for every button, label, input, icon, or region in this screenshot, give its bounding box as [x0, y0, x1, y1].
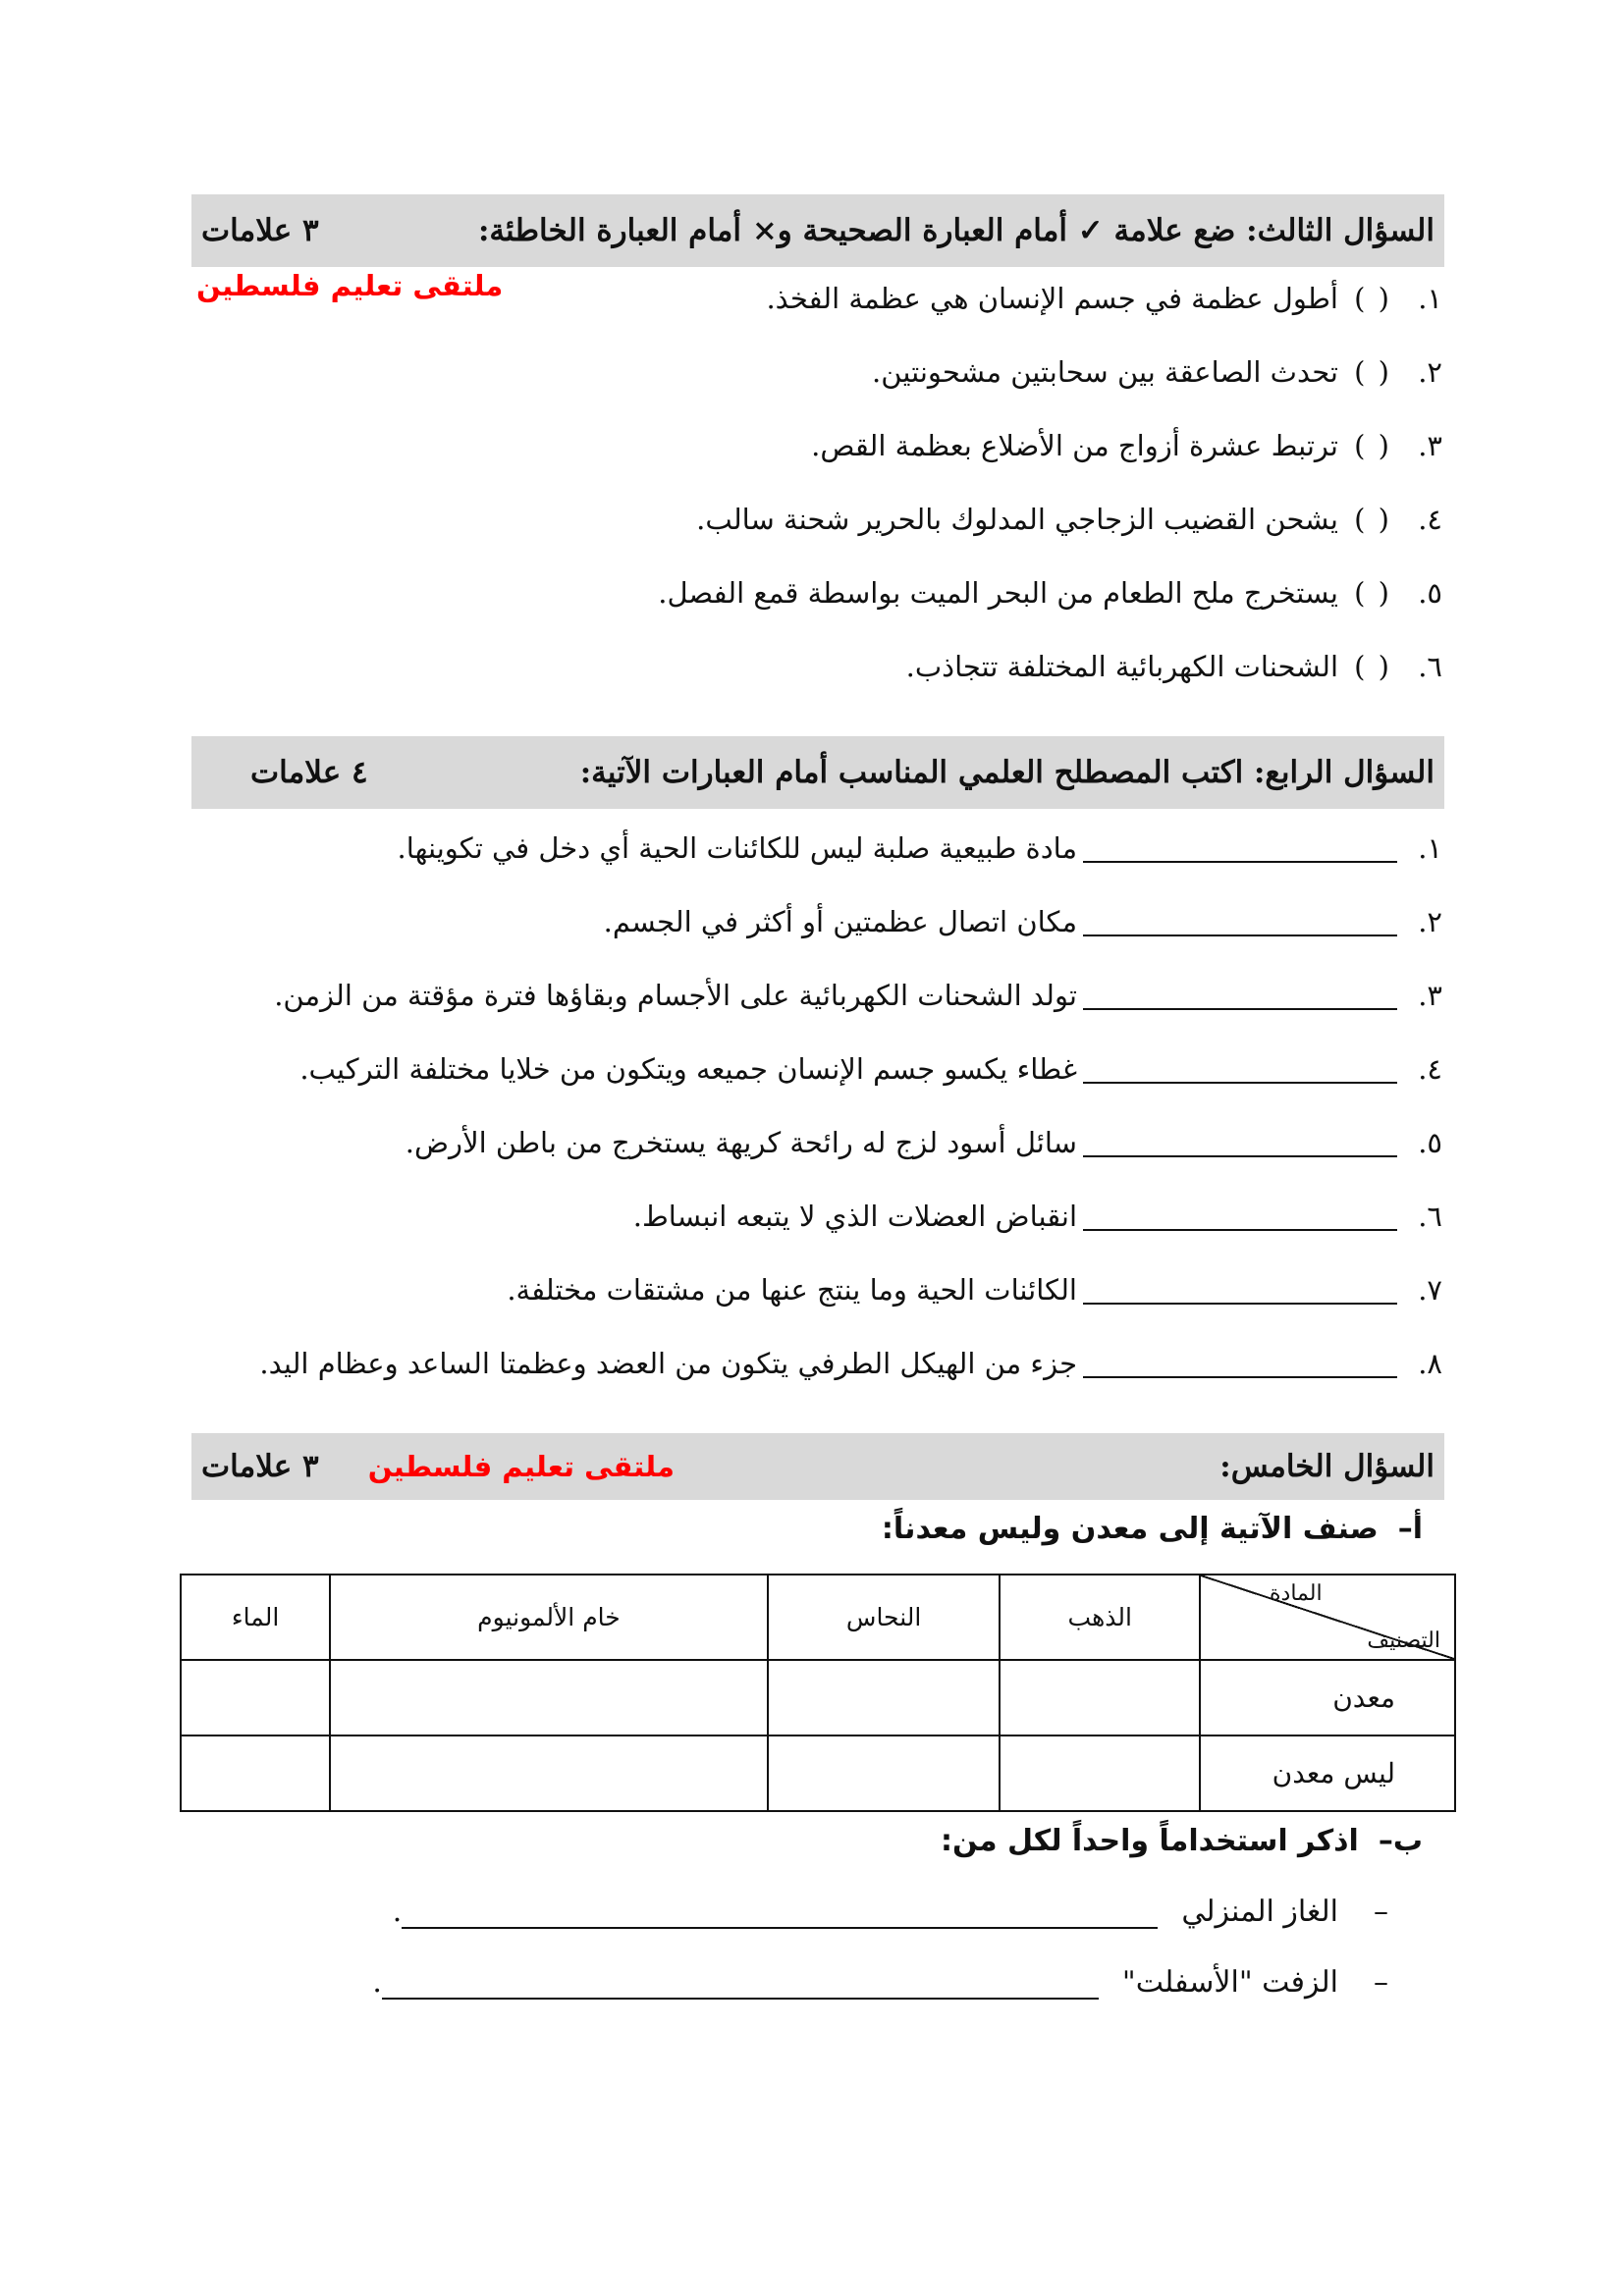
item-text: تحدث الصاعقة بين سحابتين مشحونتين. — [872, 355, 1338, 389]
answer-cell[interactable] — [181, 1660, 330, 1735]
table-row — [181, 1660, 1455, 1735]
item-number: ١. — [1418, 831, 1442, 865]
answer-blank[interactable] — [1083, 907, 1397, 936]
corner-cell — [1200, 1575, 1455, 1660]
item-number: ٣. — [1418, 429, 1442, 462]
item-label: الغاز المنزلي — [1181, 1895, 1338, 1929]
q3-item — [696, 495, 1442, 544]
item-text: أطول عظمة في جسم الإنسان هي عظمة الفخذ. — [766, 282, 1338, 315]
item-text: يستخرج ملح الطعام من البحر الميت بواسطة قمع الفصل. — [658, 576, 1338, 610]
q5-marks: ٣ علامات — [201, 1449, 319, 1484]
item-number: ٣. — [1418, 979, 1442, 1012]
q4-marks: ٤ علامات — [250, 755, 368, 790]
q5-header: السؤال الخامس: — [1219, 1449, 1435, 1484]
item-number: ٥. — [1418, 576, 1442, 610]
answer-blank[interactable] — [1083, 1054, 1397, 1084]
item-text: جزء من الهيكل الطرفي يتكون من العضد وعظمتا الساعد وعظام اليد. — [259, 1347, 1077, 1380]
table-row — [181, 1735, 1455, 1811]
item-number: ٦. — [1418, 650, 1442, 683]
part-b-letter: ب– — [1378, 1824, 1423, 1858]
q3-header: السؤال الثالث: ضع علامة ✓ أمام العبارة الصحيحة و× أمام العبارة الخاطئة: — [477, 213, 1435, 248]
line-end-period: . — [392, 1895, 403, 1929]
answer-blank[interactable] — [1083, 1201, 1397, 1231]
item-text: سائل أسود لزج له رائحة كريهة يستخرج من باطن الأرض. — [405, 1126, 1077, 1159]
corner-bottom-label: التصنيف — [1367, 1629, 1440, 1653]
part-b-item — [372, 1965, 1388, 2000]
q4-header: السؤال الرابع: اكتب المصطلح العلمي المناسب أمام العبارات الآتية: — [579, 755, 1435, 790]
answer-cell[interactable] — [330, 1660, 768, 1735]
item-text: انقباض العضلات الذي لا يتبعه انبساط. — [632, 1200, 1077, 1233]
answer-cell[interactable] — [768, 1660, 1001, 1735]
dash: – — [1374, 1895, 1388, 1929]
answer-blank[interactable] — [1083, 1128, 1397, 1157]
answer-cell[interactable] — [181, 1735, 330, 1811]
part-a-text: صنف الآتية إلى معدن وليس معدناً: — [881, 1512, 1379, 1546]
q4-header-band — [191, 736, 1444, 809]
item-number: ٢. — [1418, 905, 1442, 938]
q4-item — [398, 824, 1442, 873]
column-header: الذهب — [1000, 1575, 1200, 1660]
item-number: ٨. — [1418, 1347, 1442, 1380]
item-label: الزفت "الأسفلت" — [1121, 1965, 1338, 2000]
answer-parentheses[interactable]: ( ) — [1354, 576, 1391, 610]
answer-blank[interactable] — [1083, 1349, 1397, 1378]
item-text: ترتبط عشرة أزواج من الأضلاع بعظمة القص. — [811, 429, 1338, 462]
answer-parentheses[interactable]: ( ) — [1354, 429, 1391, 462]
q5-header-left — [201, 1449, 675, 1484]
answer-cell[interactable] — [1000, 1660, 1200, 1735]
item-number: ٤. — [1418, 503, 1442, 536]
answer-blank[interactable] — [1083, 981, 1397, 1010]
brand-watermark-2: ملتقى تعليم فلسطين — [367, 1450, 675, 1483]
item-number: ١. — [1418, 282, 1442, 315]
q3-item — [766, 274, 1442, 323]
q4-item — [633, 1192, 1442, 1241]
item-number: ٤. — [1418, 1052, 1442, 1086]
answer-line[interactable] — [402, 1899, 1158, 1929]
answer-parentheses[interactable]: ( ) — [1354, 282, 1391, 315]
item-text: غطاء يكسو جسم الإنسان جميعه ويتكون من خلايا مختلفة التركيب. — [299, 1052, 1077, 1086]
q3-item — [658, 568, 1442, 617]
q5-part-a — [882, 1512, 1423, 1546]
answer-parentheses[interactable]: ( ) — [1354, 503, 1391, 536]
item-text: الشحنات الكهربائية المختلفة تتجاذب. — [905, 650, 1338, 683]
answer-blank[interactable] — [1083, 833, 1397, 863]
item-text: يشحن القضيب الزجاجي المدلوك بالحرير شحنة سالب. — [696, 503, 1338, 536]
part-b-item — [393, 1895, 1388, 1929]
q3-marks: ٣ علامات — [201, 213, 319, 248]
column-header: خام الألمونيوم — [330, 1575, 768, 1660]
q3-item — [872, 347, 1442, 397]
classification-table — [180, 1574, 1456, 1812]
item-number: ٢. — [1418, 355, 1442, 389]
q4-item — [299, 1044, 1442, 1094]
line-end-period: . — [372, 1965, 382, 2000]
item-text: مكان اتصال عظمتين أو أكثر في الجسم. — [603, 905, 1077, 938]
q3-item — [811, 421, 1442, 470]
part-b-text: اذكر استخداماً واحداً لكل من: — [940, 1824, 1359, 1858]
answer-parentheses[interactable]: ( ) — [1354, 650, 1391, 683]
q5-part-b — [941, 1824, 1423, 1858]
part-a-letter: أ– — [1397, 1512, 1423, 1546]
item-text: الكائنات الحية وما ينتج عنها من مشتقات مختلفة. — [507, 1273, 1077, 1307]
item-number: ٥. — [1418, 1126, 1442, 1159]
answer-blank[interactable] — [1083, 1275, 1397, 1305]
row-label: معدن — [1200, 1660, 1455, 1735]
item-number: ٧. — [1418, 1273, 1442, 1307]
answer-line[interactable] — [382, 1970, 1099, 2000]
q4-item — [507, 1265, 1442, 1314]
column-header: الماء — [181, 1575, 330, 1660]
item-text: تولد الشحنات الكهربائية على الأجسام وبقاؤها فترة مؤقتة من الزمن. — [274, 979, 1077, 1012]
q5-header-band — [191, 1433, 1444, 1500]
dash: – — [1374, 1965, 1388, 2000]
answer-cell[interactable] — [768, 1735, 1001, 1811]
item-number: ٦. — [1418, 1200, 1442, 1233]
corner-top-label: المادة — [1270, 1581, 1323, 1606]
answer-parentheses[interactable]: ( ) — [1354, 355, 1391, 389]
answer-cell[interactable] — [1000, 1735, 1200, 1811]
item-text: مادة طبيعية صلبة ليس للكائنات الحية أي دخل في تكوينها. — [397, 831, 1077, 865]
q4-item — [274, 971, 1442, 1020]
q4-item — [259, 1339, 1442, 1388]
q4-item — [406, 1118, 1442, 1167]
brand-watermark-1: ملتقى تعليم فلسطين — [196, 269, 504, 302]
q3-item — [906, 642, 1442, 691]
table-header-row — [181, 1575, 1455, 1660]
answer-cell[interactable] — [330, 1735, 768, 1811]
row-label: ليس معدن — [1200, 1735, 1455, 1811]
q4-item — [604, 897, 1442, 946]
q3-header-band — [191, 194, 1444, 267]
column-header: النحاس — [768, 1575, 1001, 1660]
